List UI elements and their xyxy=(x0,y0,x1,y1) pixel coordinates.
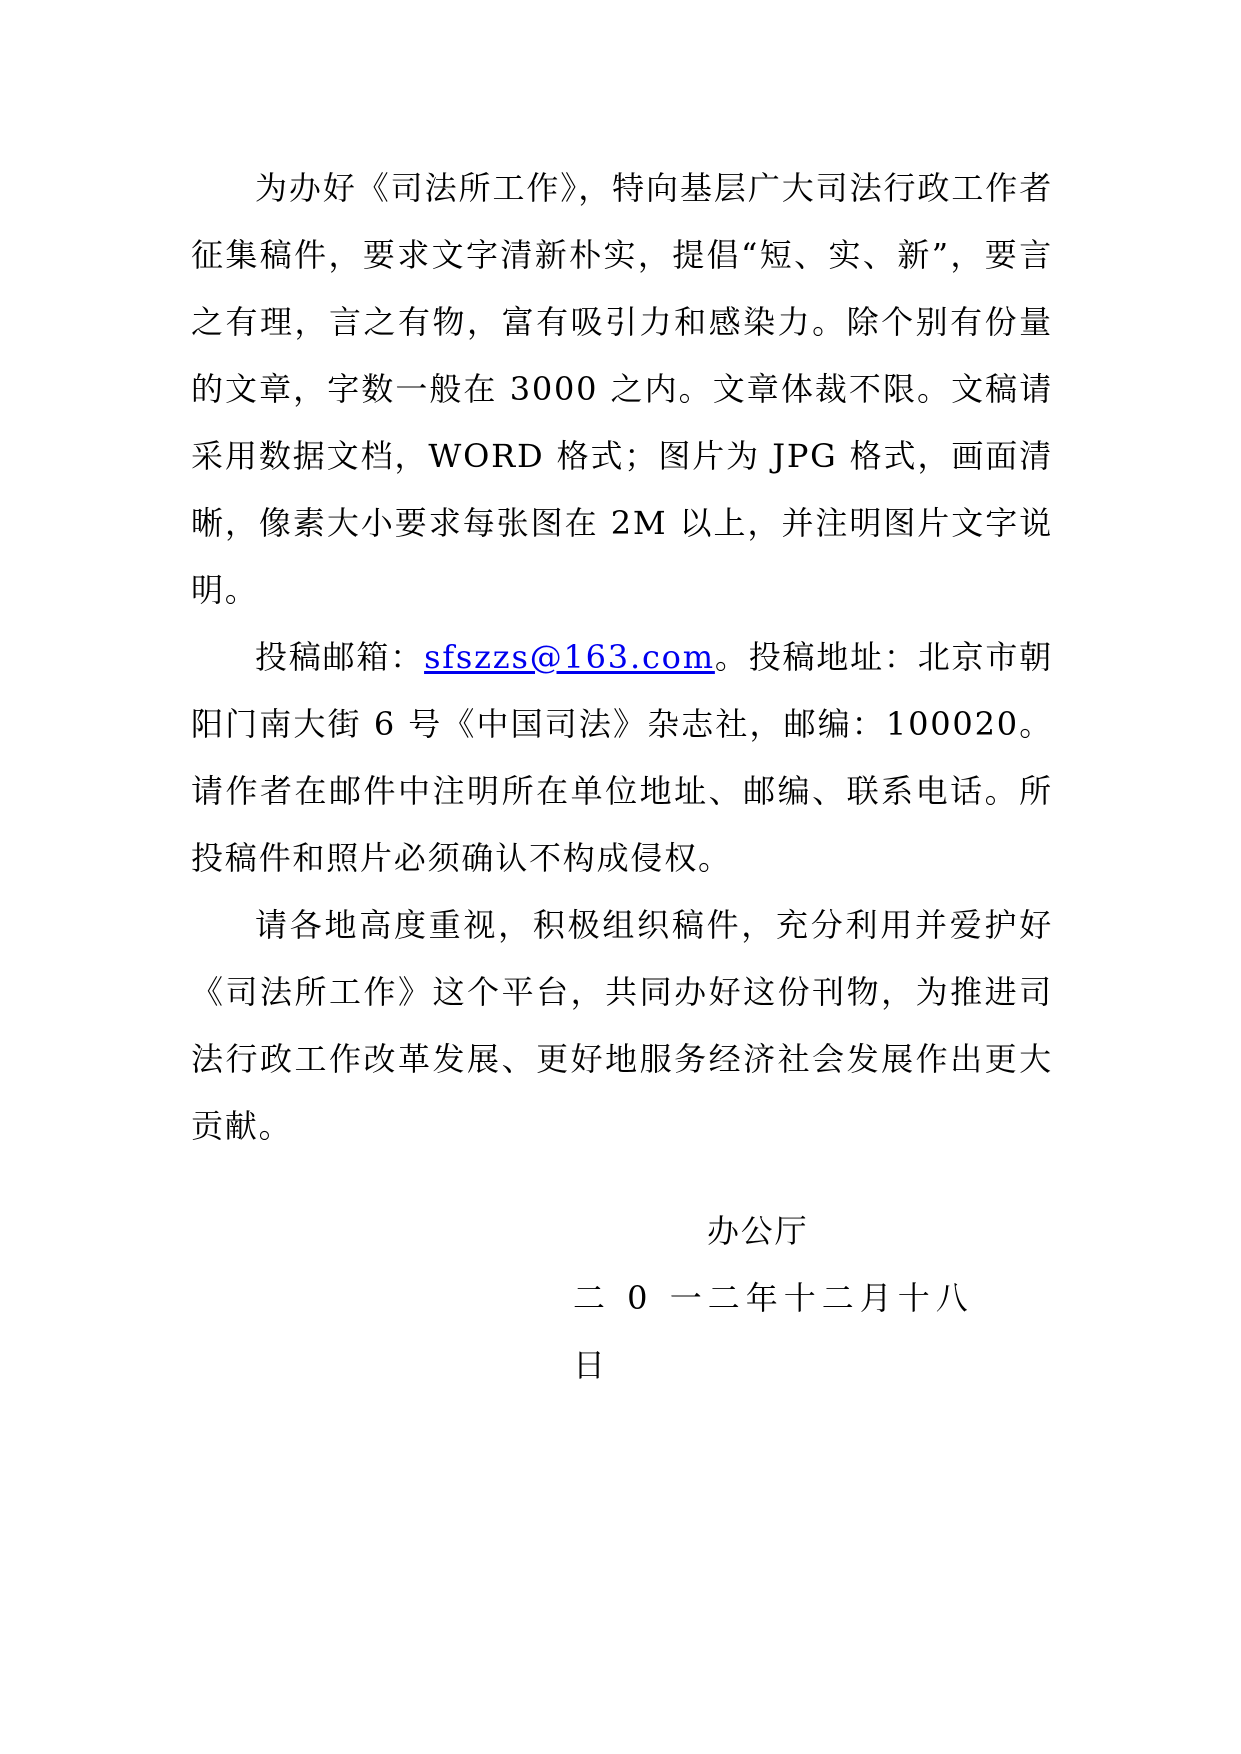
paragraph-closing-request: 请各地高度重视，积极组织稿件，充分利用并爱护好《司法所工作》这个平台，共同办好这份刊物，为推进司法行政工作改革发展、更好地服务经济社会发展作出更大贡献。 xyxy=(191,906,1053,1145)
paragraph-submission-contact xyxy=(191,624,1053,892)
signature-block xyxy=(560,1198,980,1399)
email-label: 投稿邮箱： xyxy=(255,638,425,676)
email-link[interactable]: sfszzs@163.com xyxy=(424,638,715,676)
notice-body xyxy=(191,155,1053,1160)
address-text: 。投稿地址：北京市朝阳门南大街 6 号《中国司法》杂志社，邮编：100020。请作者在邮件中注明所在单位地址、邮编、联系电话。所投稿件和照片必须确认不构成侵权。 xyxy=(191,638,1053,877)
paragraph-submission-requirements: 为办好《司法所工作》，特向基层广大司法行政工作者征集稿件，要求文字清新朴实，提倡“短、实、新”，要言之有理，言之有物，富有吸引力和感染力。除个别有份量的文章，字数一般在 3000 之内。文章体裁不限。文稿请采用数据文档，WORD 格式；图片为 JPG 格式，画面清晰，像素大小要求每张图在 2M 以上，并注明图片文字说明。 xyxy=(191,169,1053,609)
signature-date: 二 0 一二年十二月十八日 xyxy=(573,1279,974,1384)
signature-department: 办公厅 xyxy=(707,1212,809,1250)
